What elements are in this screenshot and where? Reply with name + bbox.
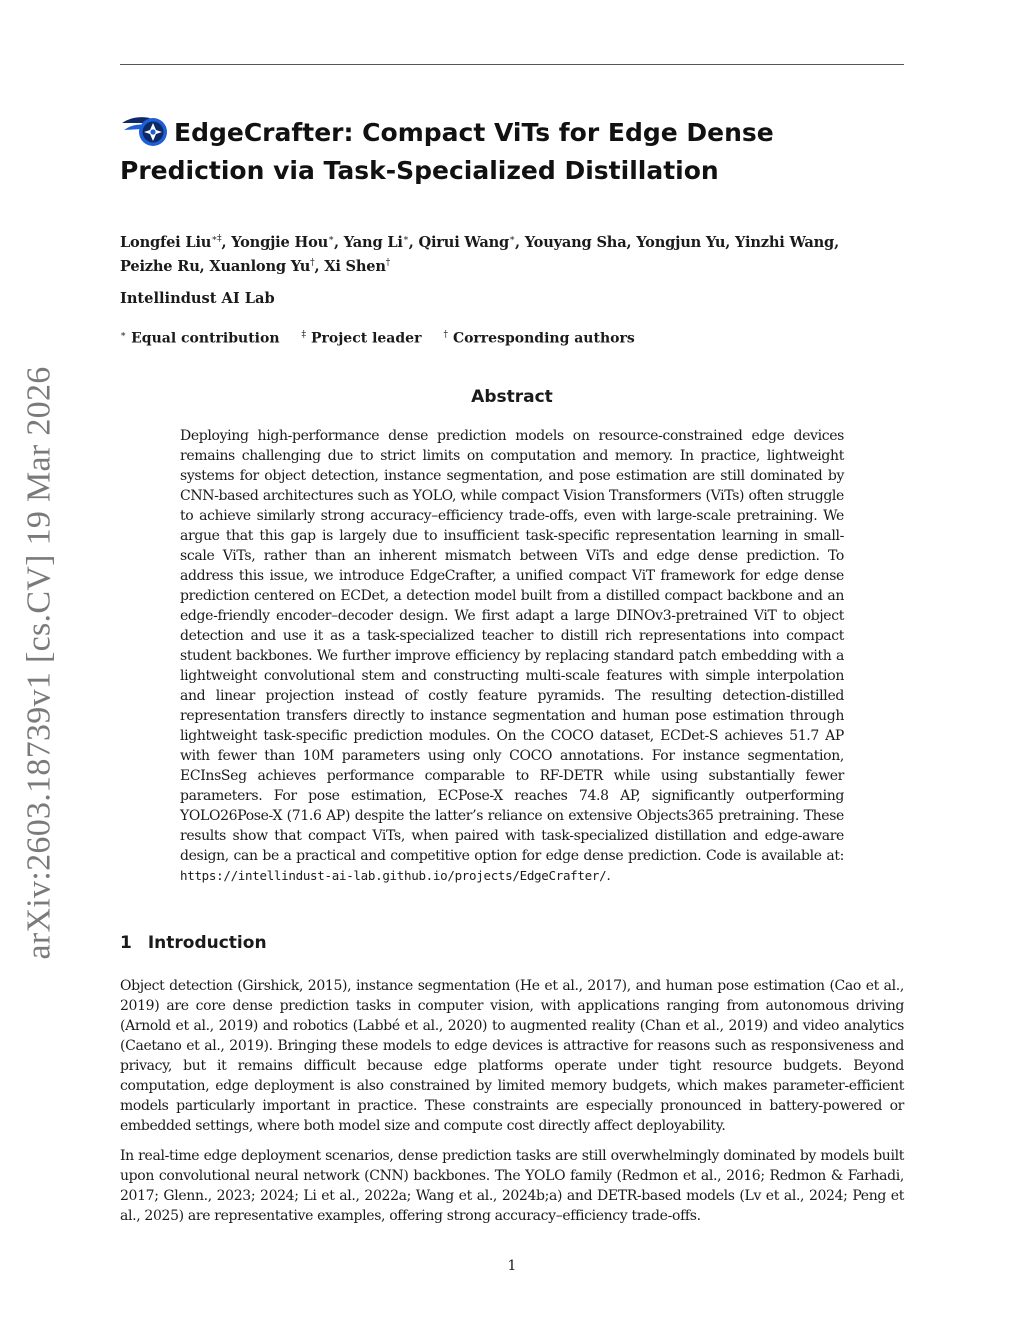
paper-title — [120, 113, 920, 190]
author: Xuanlong Yu†, — [209, 257, 325, 275]
edgecrafter-logo-icon — [120, 113, 172, 151]
note-corresponding-authors: † Corresponding authors — [443, 330, 635, 347]
author: Xi Shen† — [324, 257, 391, 275]
author: Yongjun Yu, — [636, 233, 736, 251]
author: Peizhe Ru, — [120, 257, 210, 275]
title-text: EdgeCrafter: Compact ViTs for Edge Dense Prediction via Task-Specialized Distillation — [120, 118, 774, 185]
intro-paragraph-2: In real-time edge deployment scenarios, dense prediction tasks are still overwhelmingly dominated by models built upon convolutional neural network (CNN) backbones. The YOLO family (Redmon et al., 2016; Redmon & Farhadi, 2017; Glenn., 2023; 2024; Li et al., 2022a; Wang et al., 2024b;a) and DETR-based models (Lv et al., 2024; Peng et al., 2025) are representative examples, offering strong accuracy–efficiency trade-offs. — [120, 1148, 904, 1224]
author: Yongjie Hou∗, — [231, 233, 344, 251]
header-rule — [120, 64, 904, 65]
author: Qirui Wang∗, — [418, 233, 525, 251]
author: Yinzhi Wang, — [735, 233, 839, 251]
affiliation: Intellindust AI Lab — [120, 290, 275, 307]
author: Longfei Liu∗‡, — [120, 233, 232, 251]
author: Youyang Sha, — [524, 233, 637, 251]
page-number: 1 — [507, 1258, 517, 1274]
section-heading-introduction — [120, 933, 267, 953]
author-notes — [120, 330, 657, 347]
section-number: 1 — [120, 933, 132, 953]
note-equal-contribution: ∗ Equal contribution — [120, 330, 280, 347]
arxiv-identifier-text: arXiv:2603.18739v1 [cs.CV] 19 Mar 2026 — [21, 366, 59, 960]
abstract-body: Deploying high-performance dense prediction models on resource-constrained edge devices remains challenging due to strict limits on computation and memory. In practice, lightweight systems for object detection, instance segmentation, and pose estimation are still dominated by CNN-based architectures such as YOLO, while compact Vision Transformers (ViTs) often struggle to achieve similarly strong accuracy–efficiency trade-offs, even with large-scale pretraining. We argue that this gap is largely due to insufficient task-specific representation learning in small-scale ViTs, rather than an inherent mismatch between ViTs and edge dense prediction. To address this issue, we introduce EdgeCrafter, a unified compact ViT framework for edge dense prediction centered on ECDet, a detection model built from a distilled compact backbone and an edge-friendly encoder–decoder design. We first adapt a large DINOv3-pretrained ViT to object detection and use it as a task-specialized teacher to distill rich representations into compact student backbones. We further improve efficiency by replacing standard patch embedding with a lightweight convolutional stem and constructing multi-scale features with simple interpolation and linear projection instead of costly feature pyramids. The resulting detection-distilled representation transfers directly to instance segmentation and human pose estimation through lightweight task-specific prediction modules. On the COCO dataset, ECDet-S achieves 51.7 AP with fewer than 10M parameters using only COCO annotations. For instance segmentation, ECInsSeg achieves performance comparable to RF-DETR while using substantially fewer parameters. For pose estimation, ECPose-X reaches 74.8 AP, significantly outperforming YOLO26Pose-X (71.6 AP) despite the latter’s reliance on extensive Objects365 pretraining. These results show that compact ViTs, when paired with task-specialized distillation and edge-aware design, can be a practical and competitive option for edge dense prediction. Code is available at: https://intellindust-ai-lab.github.io/projects/EdgeCrafter/. — [180, 428, 844, 884]
author: Yang Li∗, — [343, 233, 419, 251]
note-project-leader: ‡ Project leader — [301, 330, 422, 347]
author-list — [120, 229, 920, 277]
abstract-text: Deploying high-performance dense prediction models on resource-constrained edge devices remains challenging due to strict limits on computation and memory. In practice, lightweight systems for object detection, instance segmentation, and pose estimation are still dominated by CNN-based architectures such as YOLO, while compact Vision Transformers (ViTs) often struggle to achieve similarly strong accuracy–efficiency trade-offs, even with large-scale pretraining. We argue that this gap is largely due to insufficient task-specific representation learning in small-scale ViTs, rather than an inherent mismatch between ViTs and edge dense prediction. To address this issue, we introduce EdgeCrafter, a unified compact ViT framework for edge dense prediction centered on ECDet, a detection model built from a distilled compact backbone and an edge-friendly encoder–decoder design. We first adapt a large DINOv3-pretrained ViT to object detection and use it as a task-specialized teacher to distill rich representations into compact student backbones. We further improve efficiency by replacing standard patch embedding with a lightweight convolutional stem and constructing multi-scale features with simple interpolation and linear projection instead of costly feature pyramids. The resulting detection-distilled representation transfers directly to instance segmentation and human pose estimation through lightweight task-specific prediction modules. On the COCO dataset, ECDet-S achieves 51.7 AP with fewer than 10M parameters using only COCO annotations. For instance segmentation, ECInsSeg achieves performance comparable to RF-DETR while using substantially fewer parameters. For pose estimation, ECPose-X reaches 74.8 AP, significantly outperforming YOLO26Pose-X (71.6 AP) despite the latter’s reliance on extensive Objects365 pretraining. These results show that compact ViTs, when paired with task-specialized distillation and edge-aware design, can be a practical and competitive option for edge dense prediction. Code is available at: — [180, 428, 844, 864]
arxiv-side-identifier — [22, 368, 58, 958]
abstract-heading: Abstract — [471, 387, 553, 407]
section-title: Introduction — [147, 933, 267, 953]
code-link[interactable]: https://intellindust-ai-lab.github.io/projects/EdgeCrafter/ — [180, 868, 607, 883]
intro-paragraph-1: Object detection (Girshick, 2015), instance segmentation (He et al., 2017), and human pose estimation (Cao et al., 2019) are core dense prediction tasks in computer vision, with applications ranging from autonomous driving (Arnold et al., 2019) and robotics (Labbé et al., 2020) to augmented reality (Chan et al., 2019) and video analytics (Caetano et al., 2019). Bringing these models to edge devices is attractive for reasons such as responsiveness and privacy, but it remains difficult because edge platforms operate under tight resource budgets. Beyond computation, edge deployment is also constrained by limited memory budgets, which makes parameter-efficient models particularly important in practice. These constraints are especially pronounced in battery-powered or embedded settings, where both model size and compute cost directly affect deployability. — [120, 978, 904, 1134]
